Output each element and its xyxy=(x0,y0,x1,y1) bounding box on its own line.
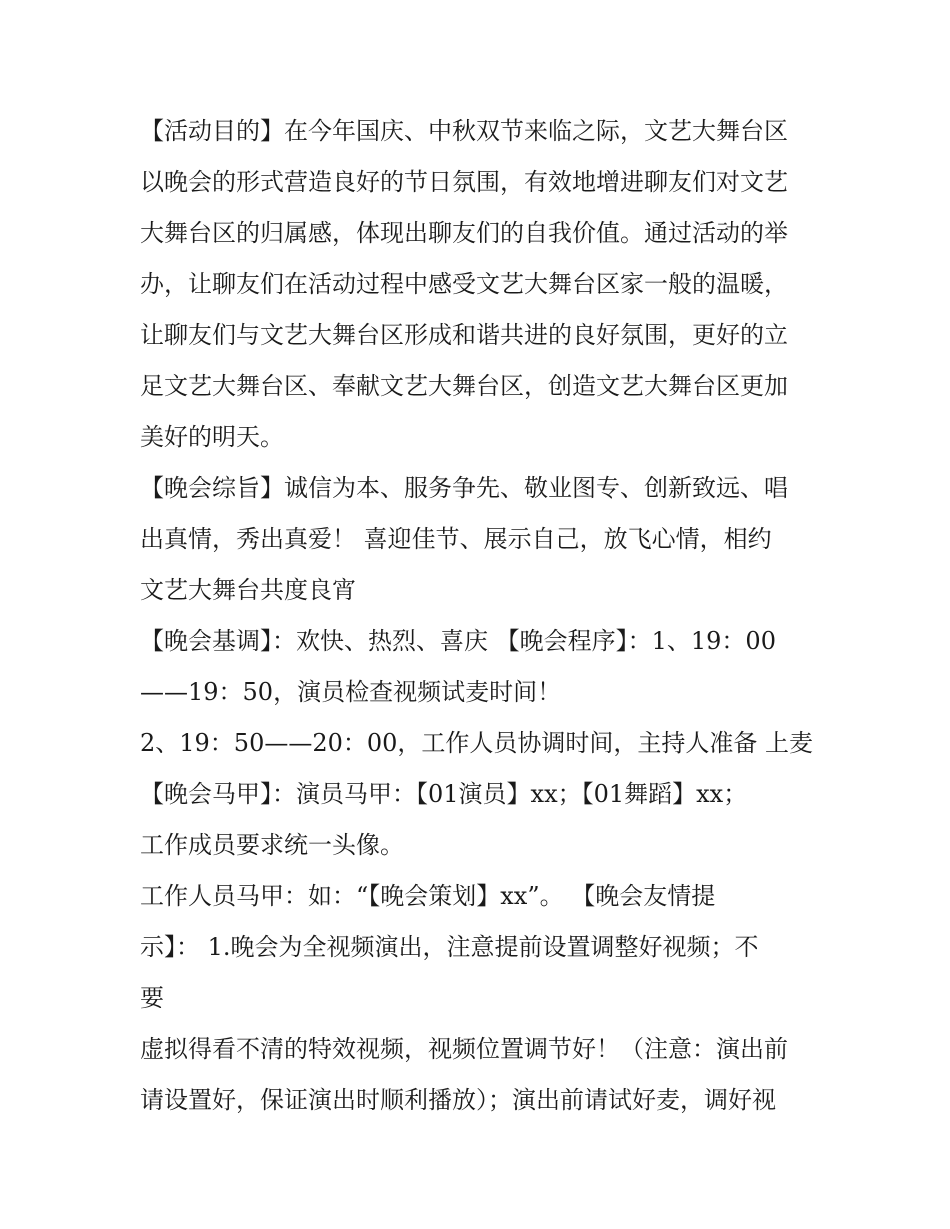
text-line: 请设置好，保证演出时顺利播放）；演出前请试好麦，调好视 xyxy=(140,1086,776,1114)
text-line: 示】： 1.晚会为全视频演出，注意提前设置调整好视频；不 xyxy=(140,933,759,961)
text-line: 办，让聊友们在活动过程中感受文艺大舞台区家一般的温暖， xyxy=(140,270,788,298)
text-line: 让聊友们与文艺大舞台区形成和谐共进的良好氛围，更好的立 xyxy=(140,321,788,349)
text-line: 足文艺大舞台区、奉献文艺大舞台区，创造文艺大舞台区更加 xyxy=(140,372,788,400)
text-line: ——19：50，演员检查视频试麦时间！ xyxy=(140,678,562,706)
text-line: 【晚会基调】：欢快、热烈、喜庆 【晚会程序】：1、19：00 xyxy=(140,627,776,655)
text-line: 2、19：50——20：00，工作人员协调时间，主持人准备 上麦 xyxy=(140,729,814,757)
text-line: 大舞台区的归属感，体现出聊友们的自我价值。通过活动的举 xyxy=(140,219,788,247)
text-line: 美好的明天。 xyxy=(140,423,284,451)
text-line: 【晚会综旨】诚信为本、服务争先、敬业图专、创新致远、唱 xyxy=(140,474,788,502)
text-line: 【晚会马甲】：演员马甲：【01演员】xx；【01舞蹈】xx； xyxy=(140,780,748,808)
text-line: 文艺大舞台共度良宵 xyxy=(140,576,356,604)
text-line: 【活动目的】在今年国庆、中秋双节来临之际，文艺大舞台区 xyxy=(140,117,788,145)
text-line: 工作人员马甲：如：“【晚会策划】xx”。 【晚会友情提 xyxy=(140,882,716,910)
text-line: 要 xyxy=(140,984,164,1012)
document-body xyxy=(140,106,820,1126)
text-line: 出真情，秀出真爱！ 喜迎佳节、展示自己，放飞心情，相约 xyxy=(140,525,772,553)
text-line: 虚拟得看不清的特效视频，视频位置调节好！（注意：演出前 xyxy=(140,1035,788,1063)
text-line: 以晚会的形式营造良好的节日氛围，有效地增进聊友们对文艺 xyxy=(140,168,788,196)
text-line: 工作成员要求统一头像。 xyxy=(140,831,404,859)
